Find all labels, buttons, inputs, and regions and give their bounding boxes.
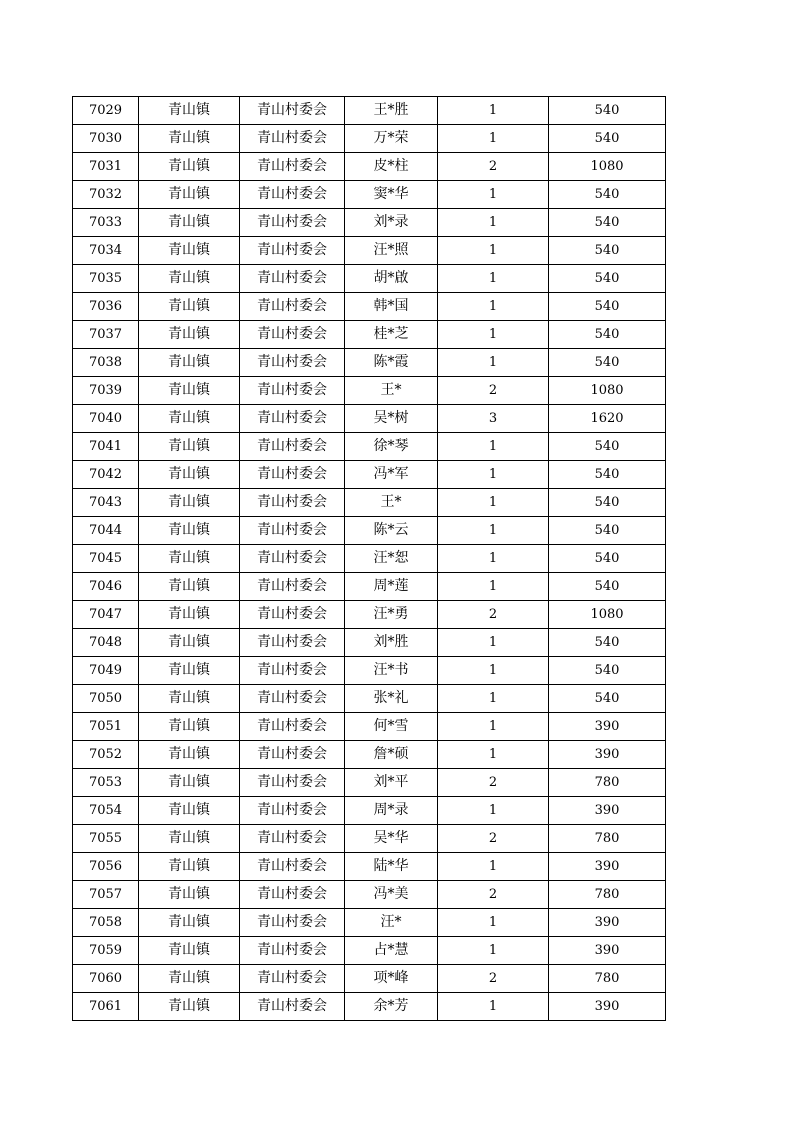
amount-cell: 540 bbox=[549, 517, 666, 545]
town-cell: 青山镇 bbox=[139, 937, 240, 965]
row-number-cell: 7040 bbox=[73, 405, 139, 433]
table-row bbox=[73, 489, 666, 517]
table-row bbox=[73, 461, 666, 489]
row-number-cell: 7043 bbox=[73, 489, 139, 517]
table-row bbox=[73, 293, 666, 321]
person-name-cell: 王*胜 bbox=[345, 97, 438, 125]
amount-cell: 1620 bbox=[549, 405, 666, 433]
household-count-cell: 1 bbox=[438, 657, 549, 685]
village-committee-cell: 青山村委会 bbox=[240, 517, 345, 545]
town-cell: 青山镇 bbox=[139, 153, 240, 181]
table-row bbox=[73, 601, 666, 629]
table-row bbox=[73, 657, 666, 685]
table-row bbox=[73, 741, 666, 769]
row-number-cell: 7030 bbox=[73, 125, 139, 153]
amount-cell: 540 bbox=[549, 125, 666, 153]
person-name-cell: 徐*琴 bbox=[345, 433, 438, 461]
village-committee-cell: 青山村委会 bbox=[240, 993, 345, 1021]
amount-cell: 540 bbox=[549, 293, 666, 321]
table-row bbox=[73, 713, 666, 741]
person-name-cell: 刘*平 bbox=[345, 769, 438, 797]
village-committee-cell: 青山村委会 bbox=[240, 237, 345, 265]
table-row bbox=[73, 993, 666, 1021]
amount-cell: 780 bbox=[549, 825, 666, 853]
person-name-cell: 吴*华 bbox=[345, 825, 438, 853]
town-cell: 青山镇 bbox=[139, 125, 240, 153]
household-count-cell: 1 bbox=[438, 573, 549, 601]
amount-cell: 540 bbox=[549, 629, 666, 657]
row-number-cell: 7059 bbox=[73, 937, 139, 965]
table-row bbox=[73, 937, 666, 965]
person-name-cell: 吴*树 bbox=[345, 405, 438, 433]
table-row bbox=[73, 321, 666, 349]
person-name-cell: 周*录 bbox=[345, 797, 438, 825]
town-cell: 青山镇 bbox=[139, 293, 240, 321]
village-committee-cell: 青山村委会 bbox=[240, 545, 345, 573]
household-count-cell: 1 bbox=[438, 489, 549, 517]
household-count-cell: 1 bbox=[438, 97, 549, 125]
amount-cell: 540 bbox=[549, 573, 666, 601]
table-row bbox=[73, 517, 666, 545]
village-committee-cell: 青山村委会 bbox=[240, 685, 345, 713]
person-name-cell: 何*雪 bbox=[345, 713, 438, 741]
household-count-cell: 2 bbox=[438, 881, 549, 909]
town-cell: 青山镇 bbox=[139, 769, 240, 797]
village-committee-cell: 青山村委会 bbox=[240, 657, 345, 685]
village-committee-cell: 青山村委会 bbox=[240, 181, 345, 209]
table-row bbox=[73, 685, 666, 713]
town-cell: 青山镇 bbox=[139, 909, 240, 937]
amount-cell: 390 bbox=[549, 993, 666, 1021]
amount-cell: 540 bbox=[549, 265, 666, 293]
table-row bbox=[73, 405, 666, 433]
table-row bbox=[73, 881, 666, 909]
person-name-cell: 刘*胜 bbox=[345, 629, 438, 657]
table-row bbox=[73, 965, 666, 993]
row-number-cell: 7051 bbox=[73, 713, 139, 741]
village-committee-cell: 青山村委会 bbox=[240, 349, 345, 377]
village-committee-cell: 青山村委会 bbox=[240, 797, 345, 825]
town-cell: 青山镇 bbox=[139, 545, 240, 573]
person-name-cell: 冯*军 bbox=[345, 461, 438, 489]
row-number-cell: 7032 bbox=[73, 181, 139, 209]
town-cell: 青山镇 bbox=[139, 265, 240, 293]
town-cell: 青山镇 bbox=[139, 825, 240, 853]
town-cell: 青山镇 bbox=[139, 713, 240, 741]
town-cell: 青山镇 bbox=[139, 237, 240, 265]
household-count-cell: 1 bbox=[438, 433, 549, 461]
amount-cell: 1080 bbox=[549, 377, 666, 405]
amount-cell: 1080 bbox=[549, 601, 666, 629]
town-cell: 青山镇 bbox=[139, 461, 240, 489]
person-name-cell: 王* bbox=[345, 377, 438, 405]
household-count-cell: 1 bbox=[438, 517, 549, 545]
amount-cell: 540 bbox=[549, 545, 666, 573]
town-cell: 青山镇 bbox=[139, 377, 240, 405]
person-name-cell: 占*慧 bbox=[345, 937, 438, 965]
row-number-cell: 7041 bbox=[73, 433, 139, 461]
amount-cell: 390 bbox=[549, 713, 666, 741]
household-count-cell: 1 bbox=[438, 685, 549, 713]
amount-cell: 540 bbox=[549, 433, 666, 461]
amount-cell: 540 bbox=[549, 321, 666, 349]
household-count-cell: 1 bbox=[438, 237, 549, 265]
village-committee-cell: 青山村委会 bbox=[240, 293, 345, 321]
town-cell: 青山镇 bbox=[139, 209, 240, 237]
household-count-cell: 1 bbox=[438, 209, 549, 237]
person-name-cell: 周*莲 bbox=[345, 573, 438, 601]
person-name-cell: 汪*恕 bbox=[345, 545, 438, 573]
person-name-cell: 万*荣 bbox=[345, 125, 438, 153]
row-number-cell: 7047 bbox=[73, 601, 139, 629]
row-number-cell: 7039 bbox=[73, 377, 139, 405]
town-cell: 青山镇 bbox=[139, 517, 240, 545]
person-name-cell: 陈*云 bbox=[345, 517, 438, 545]
table-row bbox=[73, 125, 666, 153]
row-number-cell: 7061 bbox=[73, 993, 139, 1021]
row-number-cell: 7037 bbox=[73, 321, 139, 349]
row-number-cell: 7052 bbox=[73, 741, 139, 769]
row-number-cell: 7042 bbox=[73, 461, 139, 489]
household-count-cell: 1 bbox=[438, 461, 549, 489]
person-name-cell: 桂*芝 bbox=[345, 321, 438, 349]
amount-cell: 1080 bbox=[549, 153, 666, 181]
town-cell: 青山镇 bbox=[139, 657, 240, 685]
household-count-cell: 1 bbox=[438, 293, 549, 321]
village-committee-cell: 青山村委会 bbox=[240, 573, 345, 601]
person-name-cell: 韩*国 bbox=[345, 293, 438, 321]
row-number-cell: 7036 bbox=[73, 293, 139, 321]
row-number-cell: 7048 bbox=[73, 629, 139, 657]
amount-cell: 540 bbox=[549, 237, 666, 265]
town-cell: 青山镇 bbox=[139, 853, 240, 881]
table-row bbox=[73, 629, 666, 657]
household-count-cell: 1 bbox=[438, 797, 549, 825]
amount-cell: 390 bbox=[549, 797, 666, 825]
row-number-cell: 7044 bbox=[73, 517, 139, 545]
household-count-cell: 3 bbox=[438, 405, 549, 433]
row-number-cell: 7031 bbox=[73, 153, 139, 181]
amount-cell: 780 bbox=[549, 965, 666, 993]
household-count-cell: 2 bbox=[438, 601, 549, 629]
table-row bbox=[73, 909, 666, 937]
person-name-cell: 张*礼 bbox=[345, 685, 438, 713]
table-row bbox=[73, 825, 666, 853]
table-row bbox=[73, 573, 666, 601]
village-committee-cell: 青山村委会 bbox=[240, 881, 345, 909]
person-name-cell: 王* bbox=[345, 489, 438, 517]
person-name-cell: 刘*录 bbox=[345, 209, 438, 237]
row-number-cell: 7054 bbox=[73, 797, 139, 825]
household-count-cell: 2 bbox=[438, 769, 549, 797]
village-committee-cell: 青山村委会 bbox=[240, 377, 345, 405]
person-name-cell: 陆*华 bbox=[345, 853, 438, 881]
row-number-cell: 7050 bbox=[73, 685, 139, 713]
person-name-cell: 汪* bbox=[345, 909, 438, 937]
town-cell: 青山镇 bbox=[139, 881, 240, 909]
village-committee-cell: 青山村委会 bbox=[240, 601, 345, 629]
household-count-cell: 2 bbox=[438, 377, 549, 405]
household-count-cell: 2 bbox=[438, 965, 549, 993]
table-row bbox=[73, 433, 666, 461]
town-cell: 青山镇 bbox=[139, 405, 240, 433]
amount-cell: 540 bbox=[549, 349, 666, 377]
row-number-cell: 7055 bbox=[73, 825, 139, 853]
amount-cell: 390 bbox=[549, 909, 666, 937]
amount-cell: 390 bbox=[549, 853, 666, 881]
town-cell: 青山镇 bbox=[139, 349, 240, 377]
village-committee-cell: 青山村委会 bbox=[240, 937, 345, 965]
row-number-cell: 7035 bbox=[73, 265, 139, 293]
village-committee-cell: 青山村委会 bbox=[240, 489, 345, 517]
person-name-cell: 汪*书 bbox=[345, 657, 438, 685]
table-row bbox=[73, 853, 666, 881]
village-committee-cell: 青山村委会 bbox=[240, 209, 345, 237]
row-number-cell: 7045 bbox=[73, 545, 139, 573]
table-row bbox=[73, 797, 666, 825]
household-count-cell: 1 bbox=[438, 181, 549, 209]
household-count-cell: 1 bbox=[438, 741, 549, 769]
village-committee-cell: 青山村委会 bbox=[240, 769, 345, 797]
person-name-cell: 胡*啟 bbox=[345, 265, 438, 293]
row-number-cell: 7046 bbox=[73, 573, 139, 601]
row-number-cell: 7057 bbox=[73, 881, 139, 909]
amount-cell: 390 bbox=[549, 741, 666, 769]
household-count-cell: 2 bbox=[438, 825, 549, 853]
town-cell: 青山镇 bbox=[139, 489, 240, 517]
household-count-cell: 1 bbox=[438, 853, 549, 881]
town-cell: 青山镇 bbox=[139, 601, 240, 629]
row-number-cell: 7034 bbox=[73, 237, 139, 265]
amount-cell: 390 bbox=[549, 937, 666, 965]
town-cell: 青山镇 bbox=[139, 629, 240, 657]
town-cell: 青山镇 bbox=[139, 321, 240, 349]
town-cell: 青山镇 bbox=[139, 993, 240, 1021]
town-cell: 青山镇 bbox=[139, 741, 240, 769]
person-name-cell: 皮*柱 bbox=[345, 153, 438, 181]
table-row bbox=[73, 97, 666, 125]
row-number-cell: 7060 bbox=[73, 965, 139, 993]
village-committee-cell: 青山村委会 bbox=[240, 433, 345, 461]
table-row bbox=[73, 237, 666, 265]
village-committee-cell: 青山村委会 bbox=[240, 853, 345, 881]
household-count-cell: 2 bbox=[438, 153, 549, 181]
household-count-cell: 1 bbox=[438, 629, 549, 657]
town-cell: 青山镇 bbox=[139, 97, 240, 125]
row-number-cell: 7049 bbox=[73, 657, 139, 685]
person-name-cell: 余*芳 bbox=[345, 993, 438, 1021]
town-cell: 青山镇 bbox=[139, 685, 240, 713]
person-name-cell: 汪*勇 bbox=[345, 601, 438, 629]
person-name-cell: 陈*霞 bbox=[345, 349, 438, 377]
amount-cell: 540 bbox=[549, 461, 666, 489]
household-count-cell: 1 bbox=[438, 265, 549, 293]
row-number-cell: 7053 bbox=[73, 769, 139, 797]
table-row bbox=[73, 377, 666, 405]
amount-cell: 540 bbox=[549, 489, 666, 517]
household-count-cell: 1 bbox=[438, 713, 549, 741]
person-name-cell: 詹*硕 bbox=[345, 741, 438, 769]
town-cell: 青山镇 bbox=[139, 573, 240, 601]
table-row bbox=[73, 265, 666, 293]
row-number-cell: 7033 bbox=[73, 209, 139, 237]
household-count-cell: 1 bbox=[438, 321, 549, 349]
village-committee-cell: 青山村委会 bbox=[240, 629, 345, 657]
amount-cell: 540 bbox=[549, 685, 666, 713]
village-committee-cell: 青山村委会 bbox=[240, 153, 345, 181]
table-row bbox=[73, 181, 666, 209]
person-name-cell: 窦*华 bbox=[345, 181, 438, 209]
amount-cell: 540 bbox=[549, 181, 666, 209]
table-row bbox=[73, 209, 666, 237]
household-count-cell: 1 bbox=[438, 993, 549, 1021]
town-cell: 青山镇 bbox=[139, 965, 240, 993]
table-row bbox=[73, 349, 666, 377]
household-count-cell: 1 bbox=[438, 349, 549, 377]
village-committee-cell: 青山村委会 bbox=[240, 97, 345, 125]
amount-cell: 780 bbox=[549, 769, 666, 797]
person-name-cell: 冯*美 bbox=[345, 881, 438, 909]
table-row bbox=[73, 545, 666, 573]
household-count-cell: 1 bbox=[438, 937, 549, 965]
roster-table bbox=[72, 96, 666, 1021]
village-committee-cell: 青山村委会 bbox=[240, 909, 345, 937]
household-count-cell: 1 bbox=[438, 545, 549, 573]
amount-cell: 540 bbox=[549, 209, 666, 237]
village-committee-cell: 青山村委会 bbox=[240, 321, 345, 349]
town-cell: 青山镇 bbox=[139, 181, 240, 209]
town-cell: 青山镇 bbox=[139, 797, 240, 825]
table-row bbox=[73, 153, 666, 181]
village-committee-cell: 青山村委会 bbox=[240, 825, 345, 853]
household-count-cell: 1 bbox=[438, 125, 549, 153]
village-committee-cell: 青山村委会 bbox=[240, 265, 345, 293]
table-row bbox=[73, 769, 666, 797]
village-committee-cell: 青山村委会 bbox=[240, 741, 345, 769]
village-committee-cell: 青山村委会 bbox=[240, 405, 345, 433]
amount-cell: 540 bbox=[549, 97, 666, 125]
amount-cell: 780 bbox=[549, 881, 666, 909]
row-number-cell: 7058 bbox=[73, 909, 139, 937]
person-name-cell: 汪*照 bbox=[345, 237, 438, 265]
village-committee-cell: 青山村委会 bbox=[240, 965, 345, 993]
roster-table-body bbox=[73, 97, 666, 1021]
household-count-cell: 1 bbox=[438, 909, 549, 937]
person-name-cell: 项*峰 bbox=[345, 965, 438, 993]
row-number-cell: 7038 bbox=[73, 349, 139, 377]
town-cell: 青山镇 bbox=[139, 433, 240, 461]
row-number-cell: 7056 bbox=[73, 853, 139, 881]
row-number-cell: 7029 bbox=[73, 97, 139, 125]
village-committee-cell: 青山村委会 bbox=[240, 713, 345, 741]
village-committee-cell: 青山村委会 bbox=[240, 461, 345, 489]
village-committee-cell: 青山村委会 bbox=[240, 125, 345, 153]
amount-cell: 540 bbox=[549, 657, 666, 685]
